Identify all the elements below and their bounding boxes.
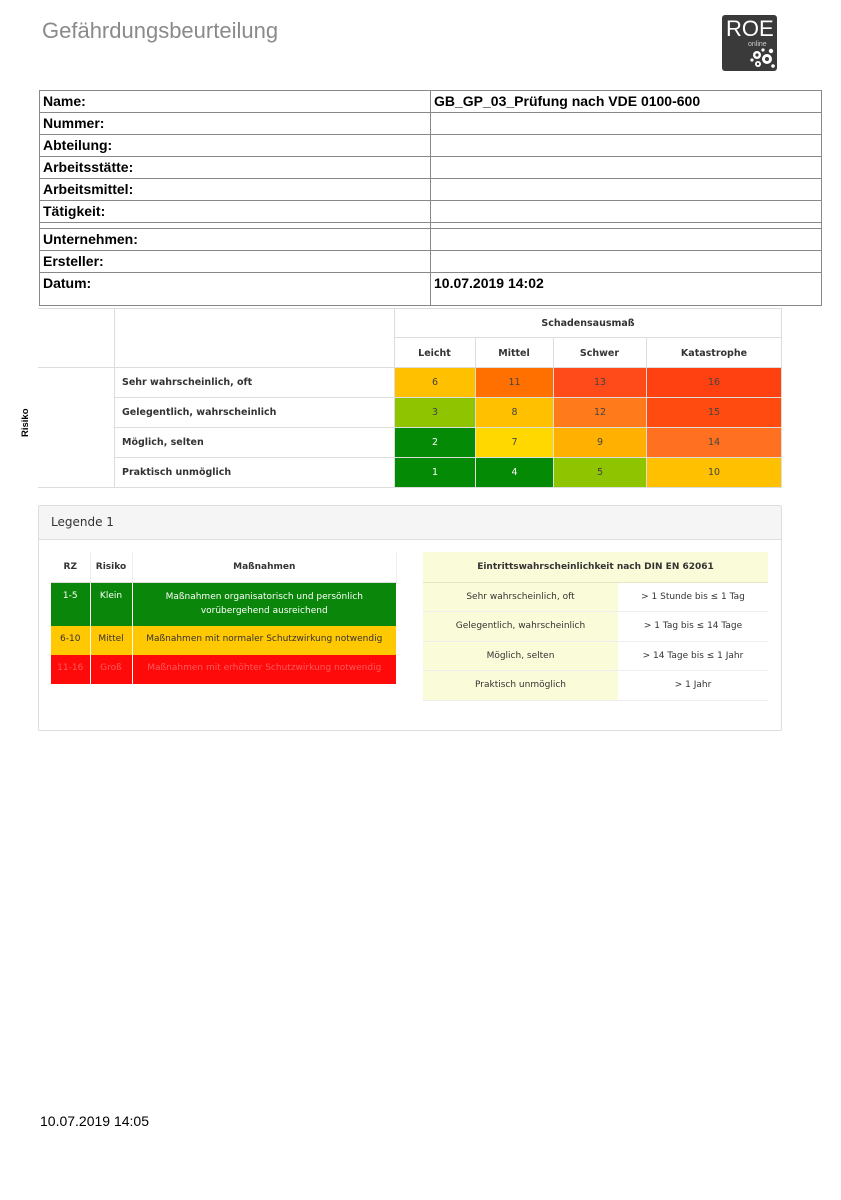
risiko-cell: Mittel [90,626,132,655]
risk-matrix [38,308,782,489]
info-row-ersteller [40,251,822,273]
probability-value: > 1 Tag bis ≤ 14 Tage [618,612,768,642]
info-value [431,201,822,223]
matrix-cell: 1 [395,458,475,487]
table-row [423,612,768,642]
risk-score-table [51,552,397,684]
info-label: Datum: [40,273,431,306]
matrix-cell: 6 [395,368,475,397]
logo-sub: online [748,41,767,48]
info-label: Tätigkeit: [40,201,431,223]
info-row-arbeitsmittel [40,179,822,201]
risiko-cell: Groß [90,655,132,684]
matrix-col-header: Schwer [579,348,620,359]
matrix-axis-label: Risiko [20,408,31,437]
matrix-row-label: Gelegentlich, wahrscheinlich [122,407,277,418]
matrix-cell: 7 [476,428,553,457]
info-label: Name: [40,91,431,113]
table-row [423,641,768,671]
info-value: 10.07.2019 14:02 [431,273,822,306]
matrix-cell: 10 [647,458,781,487]
table-row [423,671,768,701]
info-value [431,229,822,251]
matrix-cell: 14 [647,428,781,457]
info-label: Arbeitsmittel: [40,179,431,201]
table-row [51,582,397,626]
probability-value: > 1 Stunde bis ≤ 1 Tag [618,582,768,612]
matrix-col-header: Katastrophe [680,348,748,359]
info-value [431,113,822,135]
rz-cell: 6-10 [51,626,90,655]
rz-header: RZ [51,552,90,582]
info-label: Ersteller: [40,251,431,273]
gear-pattern-icon [749,47,775,69]
probability-label: Praktisch unmöglich [423,671,618,701]
info-row-unternehmen [40,229,822,251]
matrix-cell: 13 [554,368,646,397]
matrix-cell: 15 [647,398,781,427]
logo-text: ROE [726,16,774,41]
probability-table [423,552,768,701]
risiko-header: Risiko [90,552,132,582]
probability-value: > 14 Tage bis ≤ 1 Jahr [618,641,768,671]
table-row [51,626,397,655]
matrix-col-header: Leicht [418,348,451,359]
probability-header: Eintrittswahrscheinlichkeit nach DIN EN 62061 [423,552,768,582]
table-row [423,582,768,612]
matrix-cell: 4 [476,458,553,487]
probability-value: > 1 Jahr [618,671,768,701]
info-row-name [40,91,822,113]
matrix-cell: 3 [395,398,475,427]
legend-title: Legende 1 [39,506,781,540]
info-value [431,251,822,273]
info-label: Abteilung: [40,135,431,157]
matrix-top-header: Schadensausmaß [541,318,635,329]
footer-date: 10.07.2019 14:05 [40,1113,149,1129]
company-logo [722,15,777,71]
matrix-cell: 12 [554,398,646,427]
info-label: Arbeitsstätte: [40,157,431,179]
info-label: Nummer: [40,113,431,135]
info-row-taetigkeit [40,201,822,223]
probability-label: Möglich, selten [423,641,618,671]
rz-cell: 11-16 [51,655,90,684]
info-row-nummer [40,113,822,135]
probability-label: Gelegentlich, wahrscheinlich [423,612,618,642]
matrix-cell: 5 [554,458,646,487]
rz-cell: 1-5 [51,582,90,626]
info-row-abteilung [40,135,822,157]
matrix-row-label: Sehr wahrscheinlich, oft [122,377,253,388]
massnahmen-cell: Maßnahmen organisatorisch und persönlich vorübergehend ausreichend [132,582,397,626]
info-label: Unternehmen: [40,229,431,251]
matrix-row-label: Praktisch unmöglich [122,467,232,478]
page-title: Gefährdungsbeurteilung [42,18,279,43]
matrix-cell: 2 [395,428,475,457]
info-row-arbeitsstaette [40,157,822,179]
matrix-cell: 8 [476,398,553,427]
risiko-cell: Klein [90,582,132,626]
info-row-datum [40,273,822,306]
info-value [431,135,822,157]
matrix-cell: 11 [476,368,553,397]
probability-label: Sehr wahrscheinlich, oft [423,582,618,612]
massnahmen-header: Maßnahmen [132,552,397,582]
table-row [51,655,397,684]
matrix-cell: 9 [554,428,646,457]
matrix-cell: 16 [647,368,781,397]
massnahmen-cell: Maßnahmen mit erhöhter Schutzwirkung notwendig [132,655,397,684]
info-value [431,179,822,201]
info-value: GB_GP_03_Prüfung nach VDE 0100-600 [431,91,822,113]
info-value [431,157,822,179]
matrix-row-label: Möglich, selten [122,437,204,448]
matrix-col-header: Mittel [498,348,530,359]
info-table [39,90,822,306]
massnahmen-cell: Maßnahmen mit normaler Schutzwirkung notwendig [132,626,397,655]
